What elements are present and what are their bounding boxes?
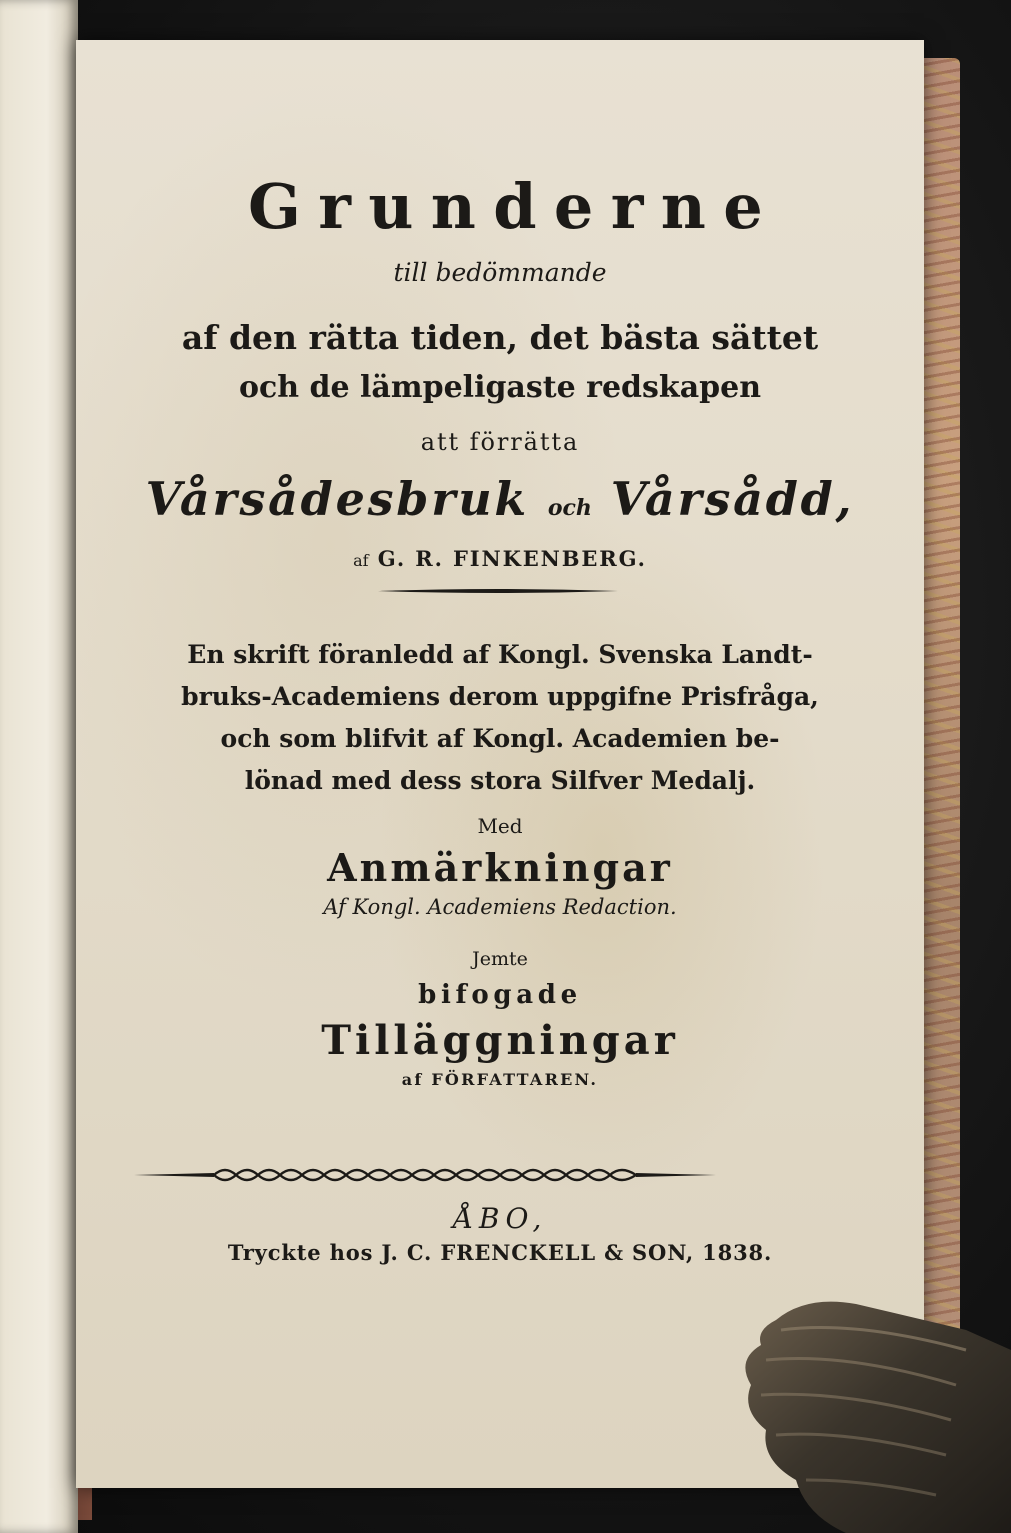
facing-page-edge xyxy=(0,0,78,1533)
title-line-1: af den rätta tiden, det bästa sättet xyxy=(181,318,819,357)
title-subject xyxy=(76,472,924,526)
paragraph-line-3: och som blifvit af Kongl. Academien be- xyxy=(220,724,780,753)
title-line-3: att förrätta xyxy=(420,428,580,456)
subject-och: och xyxy=(547,495,592,521)
paragraph-line-2: bruks-Academiens derom uppgifne Prisfråga, xyxy=(181,682,819,711)
ornamental-rule-short xyxy=(378,588,618,594)
bronze-hand-weight xyxy=(736,1290,1011,1533)
jemte-label: Jemte xyxy=(472,948,528,970)
subject-part-2: Vårsådd, xyxy=(610,472,855,526)
author-af: af xyxy=(353,551,369,570)
anmarkningar-heading: Anmärkningar xyxy=(327,845,673,890)
paragraph-line-1: En skrift föranledd af Kongl. Svenska Landt- xyxy=(187,640,813,669)
printer-line: Tryckte hos J. C. FRENCKELL & SON, 1838. xyxy=(227,1240,773,1265)
redaction-line: Af Kongl. Academiens Redaction. xyxy=(323,895,677,919)
bifogade-label: bifogade xyxy=(418,980,582,1010)
author-line xyxy=(76,546,924,571)
place-of-printing: ÅBO, xyxy=(453,1202,547,1235)
med-label: Med xyxy=(477,814,523,838)
title-page xyxy=(76,40,924,1488)
ornamental-rule-chain xyxy=(134,1162,716,1188)
forfattaren-line: af FÖRFATTAREN. xyxy=(401,1070,599,1089)
subtitle: till bedömmande xyxy=(393,258,607,287)
tillaggningar-heading: Tilläggningar xyxy=(321,1017,679,1064)
subject-part-1: Vårsådesbruk xyxy=(145,472,530,526)
author-name: G. R. FINKENBERG. xyxy=(377,546,647,571)
main-title: Grunderne xyxy=(248,170,780,243)
title-line-2: och de lämpeligaste redskapen xyxy=(238,370,762,405)
paragraph-line-4: lönad med dess stora Silfver Medalj. xyxy=(244,766,756,795)
